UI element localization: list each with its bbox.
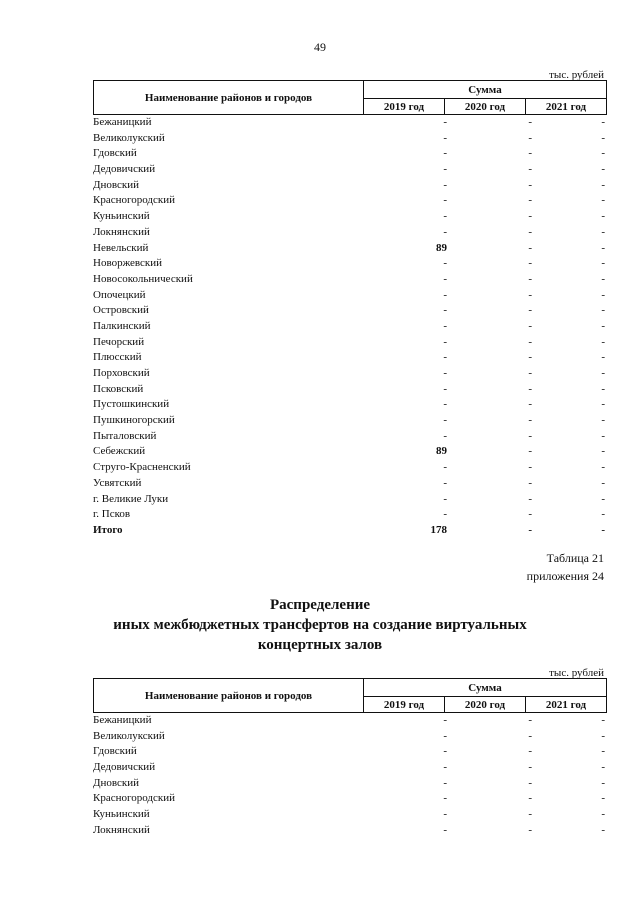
value-2020: - [528, 808, 532, 821]
heading-line-2: иных межбюджетных трансфертов на создание виртуальных [113, 617, 527, 633]
value-2020: - [528, 398, 532, 411]
value-2019: - [443, 761, 447, 774]
value-2021: - [601, 492, 605, 505]
value-2021: - [601, 288, 605, 301]
value-2019: - [443, 492, 447, 505]
value-2019: - [443, 351, 447, 364]
table1-units: тыс. рублей [549, 69, 604, 81]
value-2020: - [528, 225, 532, 238]
value-2020: - [528, 351, 532, 364]
value-2020: - [528, 745, 532, 758]
table-row [93, 413, 607, 429]
value-2020: - [528, 761, 532, 774]
value-2020: - [528, 461, 532, 474]
district-name: Опочецкий [93, 288, 146, 301]
value-2020: - [528, 414, 532, 427]
value-2019: - [443, 131, 447, 144]
table-row [93, 713, 607, 729]
district-name: Гдовский [93, 745, 137, 758]
value-2021: - [601, 241, 605, 254]
table-row [93, 823, 607, 839]
district-name: Пустошкинский [93, 398, 170, 411]
value-2020: - [528, 194, 532, 207]
table1-header-year-2021: 2021 год [545, 100, 587, 113]
value-2019: - [443, 776, 447, 789]
table1-header-sum: Сумма [364, 81, 606, 99]
value-2019: - [443, 225, 447, 238]
value-2021: - [601, 210, 605, 223]
value-2021: - [601, 178, 605, 191]
district-name: г. Великие Луки [93, 492, 169, 505]
value-2020: - [528, 210, 532, 223]
value-2019: - [443, 367, 447, 379]
district-name: Новосокольнический [93, 272, 193, 285]
value-2019: - [443, 792, 447, 805]
table-row [93, 791, 607, 807]
table1-body [93, 115, 607, 539]
value-2021: - [601, 414, 605, 427]
value-2021: - [601, 729, 605, 742]
district-name: Великолукский [93, 131, 165, 144]
district-name: Струго-Красненский [93, 461, 191, 474]
table-row [93, 146, 607, 162]
table-row [93, 492, 607, 508]
value-2020: - [528, 131, 532, 144]
district-name: Порховский [93, 367, 150, 379]
table-row [93, 382, 607, 398]
district-name: Красногородский [93, 792, 176, 805]
value-2020: - [528, 178, 532, 191]
district-name: Локнянский [93, 823, 150, 836]
table-row [93, 444, 607, 460]
value-2020: - [528, 776, 532, 789]
district-name: Гдовский [93, 147, 137, 160]
value-2019: - [443, 745, 447, 758]
table-row [93, 241, 607, 257]
value-2019: - [443, 382, 447, 395]
value-2019: - [443, 178, 447, 191]
district-name: Куньинский [93, 210, 150, 223]
value-2020: - [528, 163, 532, 176]
value-2020: - [528, 476, 532, 489]
value-2020: - [528, 429, 532, 442]
table-row [93, 460, 607, 476]
district-name: Пыталовский [93, 429, 157, 442]
value-2021: - [601, 792, 605, 805]
district-name: Новоржевский [93, 257, 163, 270]
heading-line-1: Распределение [269, 597, 371, 613]
value-2021: - [601, 147, 605, 160]
district-name: Красногородский [93, 194, 176, 207]
table-row [93, 807, 607, 823]
value-2020: - [528, 367, 532, 379]
value-2020: - [528, 116, 532, 128]
value-2021: - [601, 382, 605, 395]
value-2019: - [443, 210, 447, 223]
table1-header [93, 80, 607, 115]
value-2019: - [443, 335, 447, 348]
value-2020: - [528, 792, 532, 805]
value-2021: - [601, 225, 605, 238]
value-2020: - [528, 714, 532, 726]
district-name: Себежский [93, 445, 146, 458]
value-2021: - [601, 461, 605, 474]
value-2019: - [443, 414, 447, 427]
value-2019: 89 [436, 445, 447, 458]
table-row [93, 115, 607, 131]
value-2020: - [528, 492, 532, 505]
district-name: Итого [93, 523, 123, 536]
district-name: Великолукский [93, 729, 165, 742]
table2-body [93, 713, 607, 839]
district-name: Бежаницкий [93, 714, 152, 726]
value-2021: - [601, 445, 605, 458]
district-name: Пушкиногорский [93, 414, 175, 427]
table-row [93, 476, 607, 492]
value-2021: - [601, 429, 605, 442]
table-row [93, 744, 607, 760]
district-name: Островский [93, 304, 149, 317]
value-2021: - [601, 163, 605, 176]
value-2021: - [601, 714, 605, 726]
table-row [93, 303, 607, 319]
value-2020: - [528, 445, 532, 458]
district-name: Дедовичский [93, 761, 156, 774]
table-row [93, 193, 607, 209]
value-2019: - [443, 808, 447, 821]
district-name: Локнянский [93, 225, 150, 238]
value-2019: - [443, 823, 447, 836]
value-2020: - [528, 147, 532, 160]
value-2019: - [443, 398, 447, 411]
table-row [93, 131, 607, 147]
table-row [93, 209, 607, 225]
district-name: Невельский [93, 241, 149, 254]
table-row [93, 429, 607, 445]
table-row [93, 760, 607, 776]
table1-header-year-2020: 2020 год [445, 99, 526, 114]
table-row [93, 178, 607, 194]
value-2019: - [443, 288, 447, 301]
value-2021: - [601, 257, 605, 270]
value-2021: - [601, 745, 605, 758]
district-name: Печорский [93, 335, 145, 348]
value-2021: - [601, 808, 605, 821]
value-2020: - [528, 823, 532, 836]
value-2020: - [528, 523, 532, 536]
value-2020: - [528, 508, 532, 521]
table-total-row [93, 523, 607, 539]
table-row [93, 256, 607, 272]
district-name: Плюсский [93, 351, 142, 364]
district-name: г. Псков [93, 508, 131, 521]
value-2021: - [601, 776, 605, 789]
district-name: Псковский [93, 382, 144, 395]
table2-header-year-2020: 2020 год [445, 697, 526, 712]
table1-header-name: Наименование районов и городов [94, 81, 364, 114]
value-2019: - [443, 304, 447, 317]
district-name: Дновский [93, 776, 140, 789]
value-2019: 89 [436, 241, 447, 254]
value-2019: - [443, 729, 447, 742]
value-2019: - [443, 116, 447, 128]
value-2021: - [601, 823, 605, 836]
value-2019: - [443, 429, 447, 442]
table-row [93, 319, 607, 335]
heading-line-3: концертных залов [257, 637, 383, 653]
value-2019: - [443, 194, 447, 207]
district-name: Дедовичский [93, 163, 156, 176]
district-name: Дновский [93, 178, 140, 191]
table-row [93, 335, 607, 351]
table-row [93, 288, 607, 304]
appendix-label: приложения 24 [526, 569, 604, 583]
table-number-label: Таблица 21 [546, 551, 604, 565]
value-2021: - [601, 304, 605, 317]
value-2021: - [601, 351, 605, 364]
district-name: Куньинский [93, 808, 150, 821]
table2-header [93, 678, 607, 713]
value-2020: - [528, 272, 532, 285]
table1-header-year-2019: 2019 год [364, 99, 445, 114]
value-2021: - [601, 272, 605, 285]
table2-header-name: Наименование районов и городов [94, 679, 364, 712]
value-2021: - [601, 398, 605, 411]
value-2019: - [443, 319, 447, 332]
table-row [93, 507, 607, 523]
value-2021: - [601, 476, 605, 489]
value-2020: - [528, 729, 532, 742]
table-row [93, 272, 607, 288]
value-2020: - [528, 288, 532, 301]
value-2019: 178 [430, 523, 447, 536]
table-row [93, 366, 607, 382]
value-2019: - [443, 272, 447, 285]
value-2020: - [528, 304, 532, 317]
district-name: Усвятский [93, 476, 142, 489]
value-2021: - [601, 367, 605, 379]
value-2020: - [528, 241, 532, 254]
value-2021: - [601, 116, 605, 128]
table-row [93, 397, 607, 413]
value-2021: - [601, 761, 605, 774]
value-2021: - [601, 523, 605, 536]
table2-header-year-2021: 2021 год [545, 698, 587, 711]
value-2020: - [528, 382, 532, 395]
table-row [93, 776, 607, 792]
value-2019: - [443, 257, 447, 270]
district-name: Бежаницкий [93, 116, 152, 128]
value-2021: - [601, 194, 605, 207]
value-2019: - [443, 147, 447, 160]
table-row [93, 729, 607, 745]
value-2019: - [443, 163, 447, 176]
value-2019: - [443, 508, 447, 521]
table-row [93, 350, 607, 366]
value-2020: - [528, 335, 532, 348]
table2-header-year-2019: 2019 год [364, 697, 445, 712]
value-2019: - [443, 714, 447, 726]
value-2021: - [601, 508, 605, 521]
table-row [93, 162, 607, 178]
value-2021: - [601, 131, 605, 144]
value-2020: - [528, 319, 532, 332]
table2-units: тыс. рублей [549, 667, 604, 679]
value-2021: - [601, 335, 605, 348]
value-2019: - [443, 476, 447, 489]
value-2020: - [528, 257, 532, 270]
value-2019: - [443, 461, 447, 474]
district-name: Палкинский [93, 319, 151, 332]
value-2021: - [601, 319, 605, 332]
table-row [93, 225, 607, 241]
table2-header-sum: Сумма [364, 679, 606, 697]
page-number: 49 [314, 40, 326, 54]
